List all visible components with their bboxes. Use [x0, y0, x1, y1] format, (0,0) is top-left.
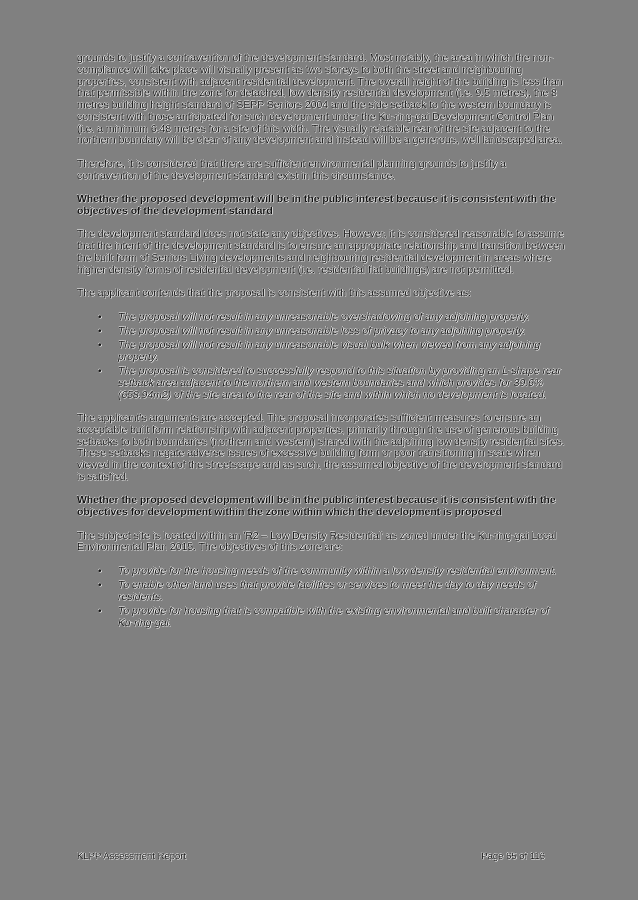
- bullet-icon: •: [98, 580, 102, 591]
- heading-public-interest-zone: Whether the proposed development will be in the public interest because it is consistent with the objectives for development within the zone within which the development is proposed: [77, 495, 556, 518]
- paragraph-arguments-accepted: The applicant's arguments are accepted. The proposal incorporates sufficient measures to ensure an acceptable built form relationship with adjacent properties, primarily through the use of generous building setbacks to both boundaries (northern and western) shared with the adjoining low density residential sites. These setbacks negate adverse issues of excessive building form or poor transitioning in scale when viewed in the context of the streetscape and as such, the assumed objective of the development standard is satisfied.: [77, 413, 565, 483]
- applicant-arguments-list: [77, 312, 565, 402]
- bullet-icon: •: [98, 606, 102, 617]
- paragraph-standard-objectives: The development standard does not state any objectives. However, it is considered reasonable to assume that the intent of the development standard is to ensure an appropriate relationship and transition between the built form of Seniors Living developments and neighbouring residential development in areas where higher density forms of residential development (i.e. residential flat buildings) are not permitted.: [77, 229, 565, 276]
- bullet-icon: •: [98, 565, 102, 577]
- heading-public-interest-standard: Whether the proposed development will be in the public interest because it is consistent with the objectives of the development standard: [77, 194, 556, 217]
- paragraph-setback-justification: grounds to justify a contravention of the development standard. Most notably, the area in which the non-compliance will take place will visually present as two storeys to both the street and neighbouring properties, consistent with adjacent residential development. The overall height of the building is less than that permissible within the zone for detached, low density residential development (i.e. 9.5 metres), the 8 metres building height standard of SEPP Seniors 2004 and the side setback to the western boundary is consistent with those anticipated for such development under the Ku-ring-gai Development Control Plan (i.e. a minimum 6.48 metres for a site of this width. The visually relatable rear of the site adjacent to the northern boundary will be clear of any development and instead will be a generous, well landscaped area.: [77, 53, 563, 147]
- paragraph-zone-description: The subject site is located within an 'R2 – Low Density Residential' as zoned under the Ku-ring-gai Local Environmental Plan 2015. The objectives of this zone are:: [77, 530, 557, 554]
- paragraph-conclusion-grounds: Therefore, it is considered that there are sufficient environmental planning grounds to justify a contravention of the development standard exist in this circumstance.: [77, 158, 506, 182]
- bullet-icon: •: [98, 311, 102, 323]
- list-item: • The proposal is considered to successfully respond to this situation by providing an L-shape rear setback area adjacent to the northern and western boundaries and which provides for 39.6% (658.94m2) of the site area to the rear of the site and within which no development is located.: [98, 366, 562, 401]
- list-item: • To enable other land uses that provide facilities or services to meet the day to day needs of residents.: [98, 580, 536, 603]
- bullet-icon: •: [98, 325, 102, 337]
- list-item: • The proposal will not result in any unreasonable loss of privacy to any adjoining property.: [98, 325, 526, 337]
- list-item: • To provide for the housing needs of the community within a low density residential environment.: [98, 565, 557, 577]
- list-item: • To provide for housing that is compatible with the existing environmental and built character of Ku-ring-gai.: [98, 606, 550, 629]
- footer-page-number: Page 65 of 116: [481, 851, 545, 862]
- page-footer: [77, 851, 545, 862]
- paragraph-applicant-contends: The applicant contends that the proposal is consistent with this assumed objective as:: [77, 288, 471, 299]
- bullet-icon: •: [98, 366, 102, 377]
- list-item: • The proposal will not result in any unreasonable visual bulk when viewed from any adjoining property.: [98, 340, 541, 363]
- bullet-icon: •: [98, 340, 102, 351]
- list-item: • The proposal will not result in any unreasonable overshadowing of any adjoining property.: [98, 311, 530, 323]
- footer-report-title: KLPP Assessment Report: [77, 851, 187, 862]
- document-page: [77, 53, 565, 641]
- zone-objectives-list: [77, 566, 565, 630]
